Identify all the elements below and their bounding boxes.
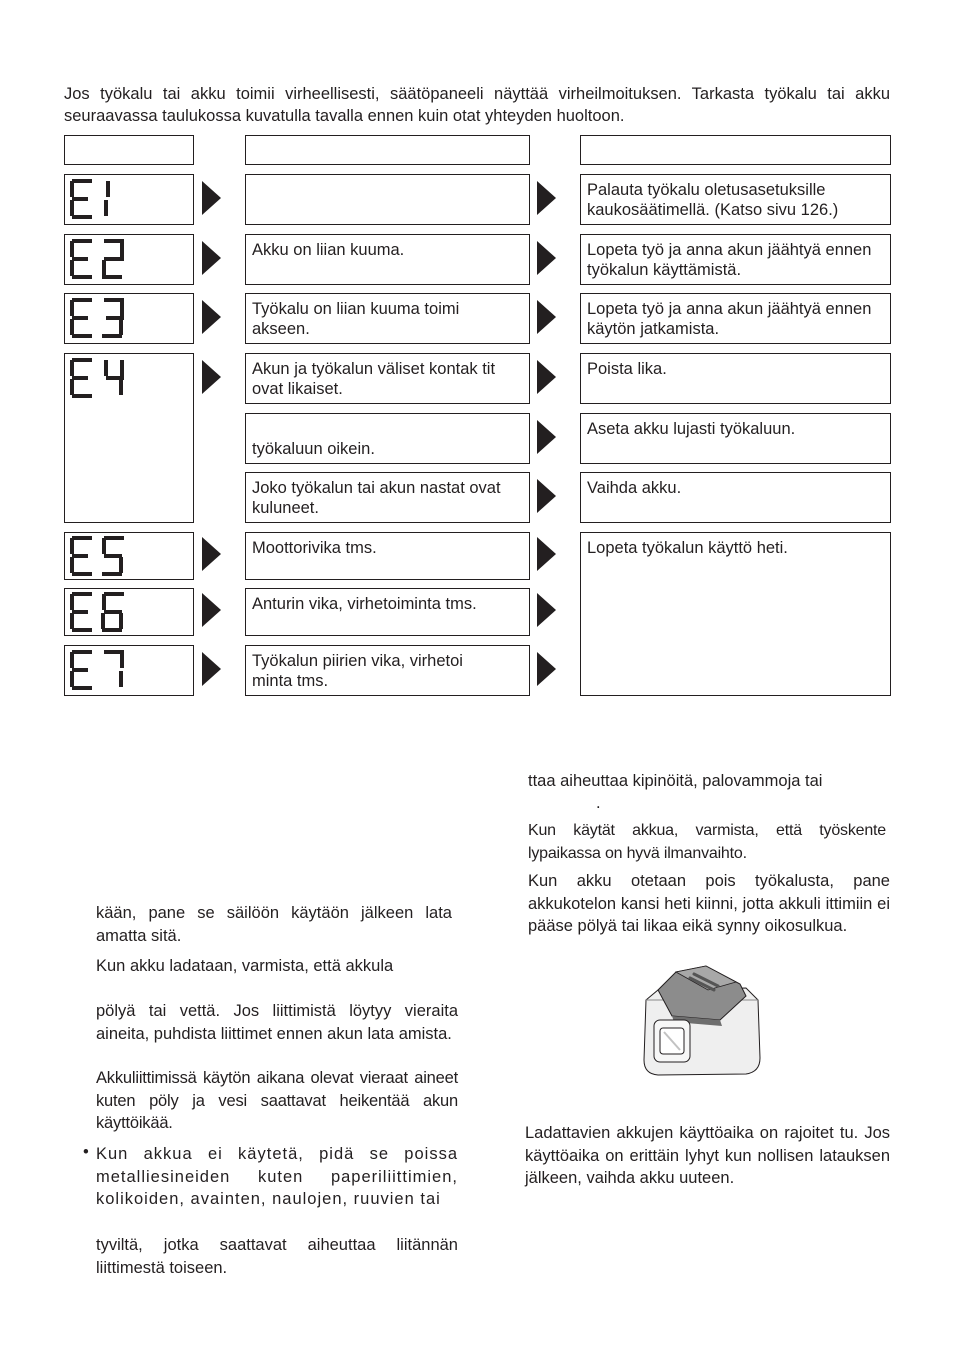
arrow-icon xyxy=(202,360,221,394)
arrow-icon xyxy=(537,420,556,454)
remedy-cell xyxy=(580,472,891,523)
arrow-icon xyxy=(537,479,556,513)
remedy-cell xyxy=(580,353,891,404)
arrow-icon xyxy=(537,181,556,215)
cause-cell xyxy=(245,174,530,225)
left-paragraph-3: Akkuliittimissä käytön aikana olevat vieraat aineet kuten pöly ja vesi saattavat heikentää akun käyttöikää. xyxy=(96,1069,458,1132)
left-paragraph-1: kään, pane se säilöön käytäön jälkeen lata amatta sitä. xyxy=(96,904,452,945)
cause-text: Työkalu on liian kuuma toimi akseen. xyxy=(252,300,460,338)
right-paragraph-1b: . xyxy=(596,794,601,812)
error-code-e5-display xyxy=(70,536,126,576)
cause-text: Anturin vika, virhetoiminta tms. xyxy=(252,595,477,613)
cause-cell xyxy=(245,293,530,344)
arrow-icon xyxy=(537,537,556,571)
right-paragraph-4: Ladattavien akkujen käyttöaika on rajoitet tu. Jos käyttöaika on erittäin lyhyt kun nollisen latauksen jälkeen, vaihda akku uuteen. xyxy=(525,1124,890,1187)
remedy-cell xyxy=(580,234,891,285)
arrow-icon xyxy=(202,537,221,571)
table-header-cause xyxy=(245,135,530,165)
left-paragraph-2a: Kun akku ladataan, varmista, että akkula xyxy=(96,957,394,975)
battery-pack-illustration xyxy=(636,960,766,1078)
table-header-code xyxy=(64,135,194,165)
right-paragraph-1: ttaa aiheuttaa kipinöitä, palovammoja tai xyxy=(528,772,823,790)
cause-text: Akku on liian kuuma. xyxy=(252,241,405,259)
arrow-icon xyxy=(537,360,556,394)
right-paragraph-2: Kun käytät akkua, varmista, että työskente lypaikassa on hyvä ilmanvaihto. xyxy=(528,822,886,862)
left-paragraph-5: tyviltä, jotka saattavat aiheuttaa liitännän liittimestä toiseen. xyxy=(96,1236,458,1277)
arrow-icon xyxy=(537,652,556,686)
error-code-e2-display xyxy=(70,239,126,279)
cause-cell xyxy=(245,234,530,285)
cause-cell xyxy=(245,645,530,696)
arrow-icon xyxy=(537,241,556,275)
left-paragraph-2b: pölyä tai vettä. Jos liittimistä löytyy vieraita aineita, puhdista liittimet ennen akun lata amista. xyxy=(96,1002,458,1043)
arrow-icon xyxy=(202,181,221,215)
remedy-text: Palauta työkalu oletusasetuksille kaukosäätimellä. (Katso sivu 126.) xyxy=(587,181,839,219)
cause-cell xyxy=(245,413,530,464)
error-code-e6-display xyxy=(70,592,126,632)
error-code-e7-display xyxy=(70,650,126,690)
bullet-icon: • xyxy=(83,1143,89,1161)
remedy-cell xyxy=(580,293,891,344)
arrow-icon xyxy=(202,241,221,275)
error-code-e1-display xyxy=(70,179,126,219)
cause-cell xyxy=(245,532,530,580)
arrow-icon xyxy=(202,593,221,627)
cause-text: Akun ja työkalun väliset kontak tit ovat likaiset. xyxy=(252,360,496,398)
remedy-cell xyxy=(580,174,891,225)
remedy-text: Lopeta työ ja anna akun jäähtyä ennen käytön jatkamista. xyxy=(587,300,872,338)
error-code-e4-display xyxy=(70,358,126,398)
cause-text: työkaluun oikein. xyxy=(252,440,375,458)
intro-paragraph: Jos työkalu tai akku toimii virheellisesti, säätöpaneeli näyttää virheilmoituksen. Tarkasta työkalu tai akku seuraavassa taulukossa kuvatulla tavalla ennen kuin otat yhteyden huoltoon. xyxy=(64,85,890,125)
cause-text: Työkalun piirien vika, virhetoi minta tms. xyxy=(252,652,463,690)
cause-text xyxy=(246,175,531,184)
left-paragraph-4: Kun akkua ei käytetä, pidä se poissa metalliesineiden kuten paperiliittimien, kolikoiden, avainten, naulojen, ruuvien tai xyxy=(96,1145,458,1208)
error-code-e3-display xyxy=(70,298,126,338)
remedy-text: Poista lika. xyxy=(587,360,667,378)
cause-text: Joko työkalun tai akun nastat ovat kuluneet. xyxy=(252,479,501,517)
cause-text: Moottorivika tms. xyxy=(252,539,377,557)
remedy-text: Aseta akku lujasti työkaluun. xyxy=(587,420,796,438)
remedy-cell xyxy=(580,413,891,464)
remedy-cell xyxy=(580,532,891,696)
arrow-icon xyxy=(202,652,221,686)
remedy-text: Lopeta työkalun käyttö heti. xyxy=(587,539,788,557)
cause-cell xyxy=(245,353,530,404)
cause-cell xyxy=(245,588,530,636)
arrow-icon xyxy=(202,300,221,334)
cause-cell xyxy=(245,472,530,523)
remedy-text: Lopeta työ ja anna akun jäähtyä ennen työkalun käyttämistä. xyxy=(587,241,872,279)
remedy-text: Vaihda akku. xyxy=(587,479,682,497)
arrow-icon xyxy=(537,300,556,334)
right-paragraph-3: Kun akku otetaan pois työkalusta, pane akkukotelon kansi heti kiinni, jotta akkuli ittimiin ei pääse pölyä tai likaa eikä synny oikosulkua. xyxy=(528,872,890,935)
table-header-remedy xyxy=(580,135,891,165)
arrow-icon xyxy=(537,593,556,627)
